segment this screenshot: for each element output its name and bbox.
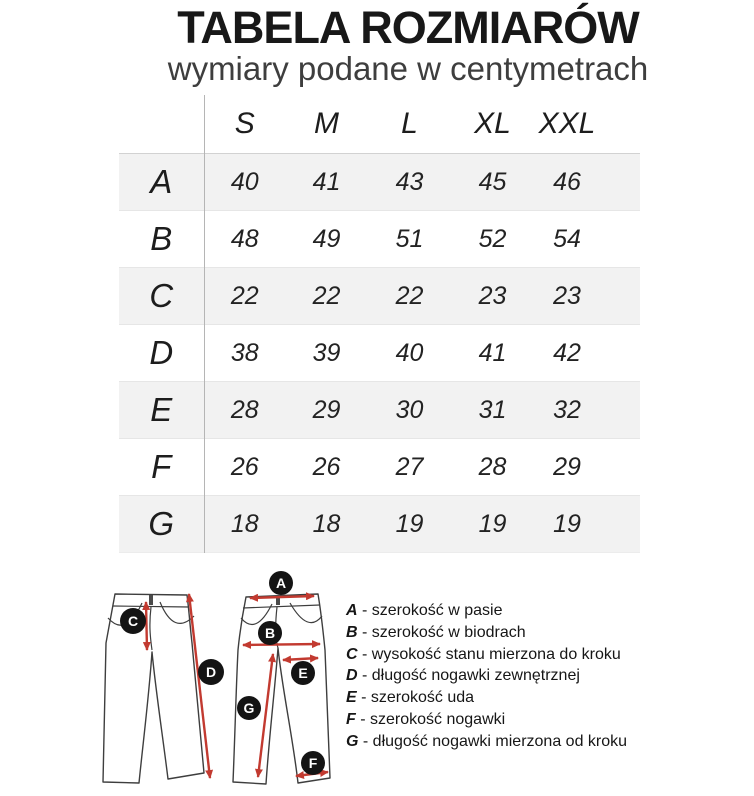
size-value-C-L: 22: [395, 281, 424, 310]
table-row-B: [119, 211, 640, 268]
row-label-E: E: [150, 391, 173, 428]
table-row-G: [119, 496, 640, 553]
size-table: [119, 95, 640, 553]
legend-separator: -: [356, 689, 371, 707]
row-label-G: G: [148, 505, 175, 542]
size-value-B-L: 51: [395, 224, 424, 253]
row-label-C: C: [149, 277, 174, 314]
table-row-D: [119, 325, 640, 382]
legend-separator: -: [357, 623, 372, 641]
size-value-G-S: 18: [204, 496, 285, 553]
legend-text: wysokość stanu mierzona do kroku: [371, 645, 621, 663]
legend-item-F: [346, 709, 627, 731]
size-value-B-XL: 52: [478, 224, 507, 253]
legend-separator: -: [357, 667, 372, 685]
size-value-F-M: 26: [312, 452, 341, 481]
row-label-D: D: [149, 334, 174, 371]
size-table-header-row: [119, 95, 640, 154]
legend-separator: -: [355, 710, 370, 728]
legend-text: szerokość uda: [370, 689, 475, 707]
legend-text: długość nogawki mierzona od kroku: [372, 732, 628, 750]
size-value-D-XXL: 42: [553, 338, 581, 367]
legend-letter: F: [346, 710, 356, 728]
size-value-D-S: 38: [204, 325, 285, 382]
size-value-C-XL: 23: [478, 281, 507, 310]
legend-item-D: [346, 665, 627, 687]
size-value-C-XXL: 23: [553, 281, 581, 310]
size-value-D-M: 39: [312, 338, 341, 367]
label-letter-b: B: [264, 625, 276, 641]
legend-letter: G: [346, 732, 359, 750]
pants-front-view-diagram: [230, 570, 335, 795]
legend-text: długość nogawki zewnętrznej: [371, 667, 580, 685]
size-col-header-XXL: XXL: [538, 107, 596, 140]
size-value-F-XL: 28: [478, 452, 507, 481]
size-value-A-XXL: 46: [553, 167, 581, 196]
legend-letter: A: [346, 602, 358, 619]
legend-item-A: [346, 600, 627, 622]
size-value-E-XXL: 32: [553, 395, 581, 424]
label-letter-c: C: [127, 613, 139, 629]
size-value-E-M: 29: [312, 395, 341, 424]
row-label-F: F: [151, 448, 172, 485]
table-row-F: [119, 439, 640, 496]
size-col-header-XL: XL: [474, 107, 511, 140]
size-value-C-M: 22: [312, 281, 341, 310]
pants-side-view-diagram: [98, 588, 228, 788]
size-value-C-S: 22: [204, 268, 285, 325]
size-col-header-S: S: [204, 95, 285, 154]
size-value-A-XL: 45: [478, 167, 507, 196]
size-value-E-L: 30: [395, 395, 424, 424]
size-value-A-L: 43: [395, 167, 424, 196]
size-value-B-M: 49: [312, 224, 341, 253]
measure-arrow-c: [146, 602, 147, 650]
legend-text: szerokość w biodrach: [371, 623, 526, 641]
size-value-G-M: 18: [312, 509, 341, 538]
legend-text: szerokość nogawki: [370, 710, 506, 728]
legend-letter: C: [346, 645, 358, 663]
legend-item-G: [346, 731, 627, 753]
table-row-C: [119, 268, 640, 325]
size-table-corner-cell: [119, 95, 204, 154]
row-label-A: A: [150, 163, 173, 200]
waist-button: [149, 595, 153, 605]
legend-item-C: [346, 644, 627, 666]
size-value-F-L: 27: [395, 452, 424, 481]
size-value-G-XL: 19: [478, 509, 507, 538]
label-letter-d: D: [205, 664, 217, 680]
table-row-E: [119, 382, 640, 439]
size-table-body: [119, 154, 640, 553]
legend-separator: -: [357, 602, 372, 619]
page-subtitle: wymiary podane w centymetrach: [167, 49, 649, 87]
size-col-header-L: L: [401, 107, 418, 140]
size-value-A-M: 41: [312, 167, 341, 196]
pants-outline: [103, 594, 204, 783]
table-row-A: [119, 154, 640, 211]
size-value-G-XXL: 19: [553, 509, 581, 538]
legend-item-E: [346, 687, 627, 709]
size-value-E-S: 28: [204, 382, 285, 439]
legend-separator: -: [358, 732, 373, 750]
size-value-D-L: 40: [395, 338, 424, 367]
label-letter-g: G: [243, 700, 255, 716]
label-letter-e: E: [298, 665, 308, 681]
legend-letter: D: [346, 667, 358, 685]
header: [62, 2, 754, 87]
size-value-B-XXL: 54: [553, 224, 581, 253]
legend-letter: E: [346, 689, 357, 707]
page-title: TABELA ROZMIARÓW: [177, 2, 639, 53]
label-letter-a: A: [275, 575, 287, 591]
legend-letter: B: [346, 623, 358, 641]
legend-text: szerokość w pasie: [371, 602, 503, 619]
legend-item-B: [346, 622, 627, 644]
label-letter-f: F: [308, 755, 318, 771]
size-value-E-XL: 31: [478, 395, 507, 424]
size-value-D-XL: 41: [478, 338, 507, 367]
legend-separator: -: [357, 645, 372, 663]
size-col-header-M: M: [314, 107, 339, 140]
measurement-legend: [346, 600, 627, 753]
measure-arrow-b: [243, 644, 320, 645]
size-value-F-S: 26: [204, 439, 285, 496]
size-value-B-S: 48: [204, 211, 285, 268]
size-value-G-L: 19: [395, 509, 424, 538]
size-value-F-XXL: 29: [553, 452, 581, 481]
size-value-A-S: 40: [204, 154, 285, 211]
row-label-B: B: [150, 220, 173, 257]
